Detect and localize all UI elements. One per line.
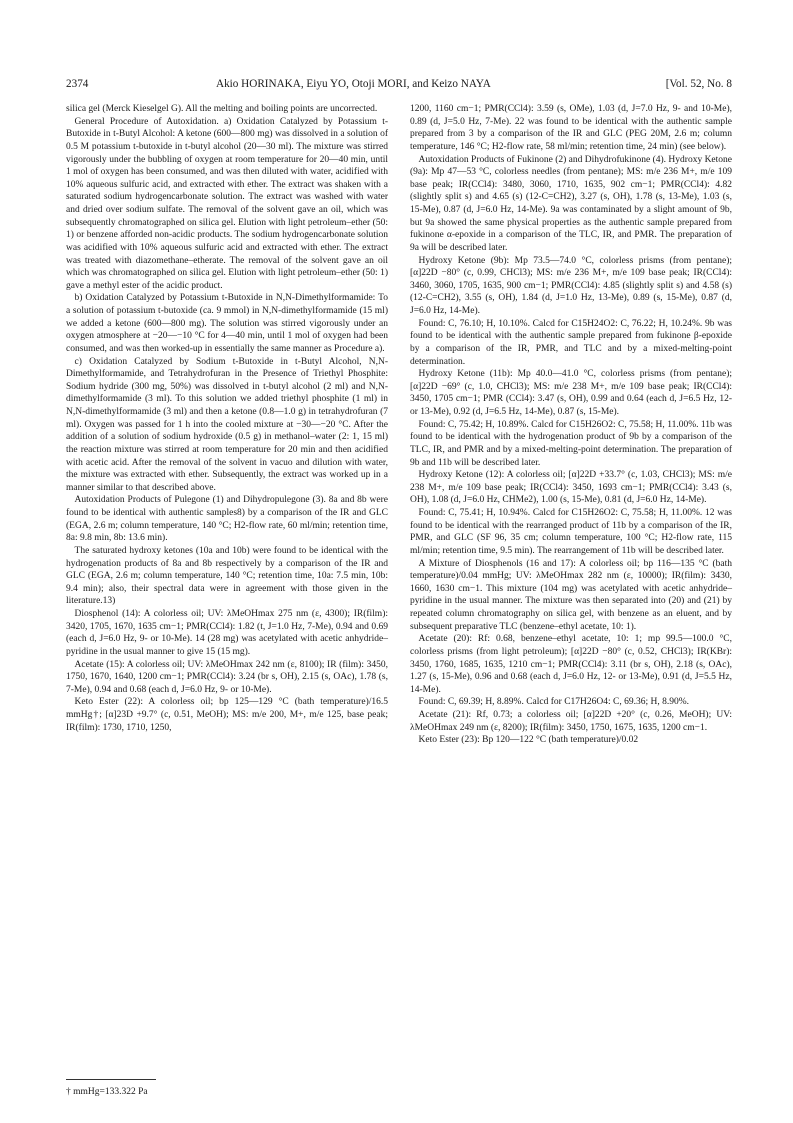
paragraph: Autoxidation Products of Pulegone (1) and Dihydropulegone (3). 8a and 8b were found to be identical with authentic samples8) by a comparison of the IR and GLC (EGA, 2.6 m; column temperature, 140 °C; H2-flow rate, 60 ml/min; retention time, 8a: 9.8 min, 8b: 13.6 min).	[66, 495, 388, 544]
page-number: 2374	[66, 78, 89, 90]
footnote-rule	[66, 1079, 156, 1080]
footnote: † mmHg=133.322 Pa	[66, 1087, 148, 1097]
paragraph: Acetate (15): A colorless oil; UV: λMeOHmax 242 nm (ε, 8100); IR (film): 3450, 1750, 1670, 1640, 1200 cm−1; PMR(CCl4): 3.24 (br s, OH), 2.15 (s, OAc), 1.78 (s, 7-Me), 0.94 and 0.68 (each d, J=6.0 Hz, 9- or 10-Me).	[66, 659, 388, 695]
paragraph: Acetate (20): Rf: 0.68, benzene–ethyl acetate, 10: 1; mp 99.5—100.0 °C, colorless prisms (from light petroleum); [α]22D −80° (c, 0.52, CHCl3); IR(KBr): 3450, 1760, 1685, 1635, 1210 cm−1; PMR(CCl4): 3.11 (br s, OH), 2.18 (s, OAc), 1.27 (s, 15-Me), 0.96 and 0.68 (each d, J=6.0 Hz, 12- or 13-Me), 0.91 (d, J=5.5 Hz, 14-Me).	[410, 634, 732, 695]
paragraph: Acetate (21): Rf, 0.73; a colorless oil; [α]22D +20° (c, 0.26, MeOH); UV: λMeOHmax 249 nm (ε, 8200); IR(film): 3450, 1750, 1675, 1635, 1200 cm−1.	[410, 710, 732, 733]
paragraph: Keto Ester (22): A colorless oil; bp 125—129 °C (bath temperature)/16.5 mmHg†; [α]23D +9.7° (c, 0.51, MeOH); MS: m/e 200, M+, m/e 125, base peak; IR(film): 1730, 1710, 1250,	[66, 697, 388, 733]
paragraph: b) Oxidation Catalyzed by Potassium t-Butoxide in N,N-Dimethylformamide: To a solution of potassium t-butoxide (ca. 9 mmol) in N,N-dimethylformamide (15 ml) we added a ketone (600—800 mg). The solution was stirred vigorously under an oxygen atmosphere at −20—−10 °C for 4—40 min, until 1 mol of oxygen had been consumed, and was then worked-up in essentially the same manner as Procedure a).	[66, 293, 388, 354]
paragraph: General Procedure of Autoxidation. a) Oxidation Catalyzed by Potassium t-Butoxide in t-Butyl Alcohol: A ketone (600—800 mg) was dissolved in a solution of 0.5 M potassium t-butoxide in t-butyl alcohol (20—30 ml). The mixture was stirred vigorously under the bubbling of oxygen at room temperature for 20—40 min, until 1 mol of oxygen has been consumed, and was then diluted with water, acidified with 10% aqueous sulfuric acid, and extracted with ether. The extract was shaken with a saturated sodium hydrogencarbonate solution. The extract was washed with water and dried over sodium sulfate. The removal of the solvent gave an oil, which was subsequently chromatographed on silica gel. Elution with light petroleum–ether (50: 1) or benzene afforded non-acidic products. The sodium hydrogencarbonate solution was acidified with 10% aqueous sulfuric acid and extracted with ether. The extract was treated with diazomethane–etherate. The removal of the solvent gave an oil which was chromatographed on silica gel. Elution with light petroleum–ether (50: 1) gave a methyl ester of the acidic product.	[66, 116, 388, 291]
paragraph: Found: C, 75.41; H, 10.94%. Calcd for C15H26O2: C, 75.58; H, 11.00%. 12 was found to be identical with the rearranged product of 11b by a comparison of the IR, PMR, and GLC (SF 96, 35 cm; column temperature, 100 °C; H2-flow rate, 115 ml/min; retention time, 9.5 min). The rearrangement of 11b will be described later.	[410, 508, 732, 556]
paragraph: Autoxidation Products of Fukinone (2) and Dihydrofukinone (4). Hydroxy Ketone (9a): Mp 47—53 °C, colorless needles (from pentane); MS: m/e 236 M+, m/e 109 base peak; IR(CCl4): 3480, 3060, 1710, 1635, 902 cm−1; PMR(CCl4): 4.82 (slightly split s) and 4.65 (s) (12-C=CH2), 3.27 (s, OH), 1.78 (s, 13-Me), 1.03 (s, 15-Me), 0.87 (d, J=6.0 Hz, 14-Me). 9a was contaminated by a slight amount of 9b, but 9a showed the same physical properties as the authentic sample prepared from fukinone α-epoxide in a comparison of the TLC, IR, and PMR. The preparation of 9a will be described later.	[410, 154, 732, 253]
paragraph: Hydroxy Ketone (12): A colorless oil; [α]22D +33.7° (c, 1.03, CHCl3); MS: m/e 238 M+, m/e 109 base peak; IR(CCl4): 3450, 1693 cm−1; PMR(CCl4): 3.43 (s, OH), 1.08 (d, J=6.0 Hz, CHMe2), 1.00 (s, 15-Me), 0.81 (d, J=6.0 Hz, 14-Me).	[410, 470, 732, 506]
paragraph: A Mixture of Diosphenols (16 and 17): A colorless oil; bp 116—135 °C (bath temperature)/0.04 mmHg; UV: λMeOHmax 282 nm (ε, 10000); IR(film): 3430, 1660, 1630 cm−1. This mixture (104 mg) was acetylated with acetic anhydride–pyridine in the usual manner. The mixture was then separated into (20) and (21) by repeated column chromatography on silica gel, with benzene as an eluent, and by subsequent preparative TLC (benzene–ethyl acetate, 10: 1).	[410, 558, 732, 632]
running-authors: Akio HORINAKA, Eiyu YO, Otoji MORI, and Keizo NAYA	[216, 78, 491, 90]
paragraph: Hydroxy Ketone (11b): Mp 40.0—41.0 °C, colorless prisms (from pentane); [α]22D −69° (c, 1.0, CHCl3); MS: m/e 238 M+, m/e 109 base peak; IR(CCl4): 3450, 1705 cm−1; PMR (CCl4): 3.47 (s, OH), 0.99 and 0.64 (each d, J=6.5 Hz, 12- or 13-Me), 0.92 (d, J=6.5 Hz, 14-Me), 0.87 (s, 15-Me).	[410, 369, 732, 417]
paragraph: Found: C, 76.10; H, 10.10%. Calcd for C15H24O2: C, 76.22; H, 10.24%. 9b was found to be identical with the authentic sample prepared from fukinone β-epoxide by a comparison of the IR, PMR, and TLC and by a mixed-melting-point determination.	[410, 318, 732, 367]
right-column	[410, 103, 732, 747]
paragraph: silica gel (Merck Kieselgel G). All the melting and boiling points are uncorrected.	[66, 104, 378, 114]
left-column	[66, 103, 388, 734]
paragraph: c) Oxidation Catalyzed by Sodium t-Butoxide in t-Butyl Alcohol, N,N-Dimethylformamide, and Tetrahydrofuran in the Presence of Triethyl Phosphite: Sodium hydride (300 mg, 50%) was dissolved in t-butyl alcohol (2 ml) and N,N-dimethylformamide (3 ml). To this solution we added triethyl phosphite (1 ml) in N,N-dimethylformamide (3 ml) and then a ketone (0.8—1.0 g) in tetrahydrofuran (7 ml). Oxygen was passed for 1 h into the cooled mixture at −30—−20 °C. After the addition of a solution of sodium hydroxide (0.5 g) in methanol–water (2: 1, 15 ml) the reaction mixture was stirred at room temperature for 20 min and then acidified with acetic acid. After the removal of the solvent in vacuo and dilution with water, the mixture was extracted with ether. Subsequently, the extract was worked up in a manner similar to that described above.	[66, 356, 388, 493]
paragraph: The saturated hydroxy ketones (10a and 10b) were found to be identical with the hydrogenation products of 8a and 8b respectively by a comparison of the IR and GLC (EGA, 2.6 m; column temperature, 140 °C; retention time, 10a: 7.5 min, 10b: 9.4 min); also, their spectral data were in agreement with those given in the literature.13)	[66, 545, 388, 607]
page-header	[66, 78, 732, 94]
paragraph: Found: C, 69.39; H, 8.89%. Calcd for C17H26O4: C, 69.36; H, 8.90%.	[418, 697, 690, 708]
paragraph: Hydroxy Ketone (9b): Mp 73.5—74.0 °C, colorless prisms (from pentane); [α]22D −80° (c, 0.99, CHCl3); MS: m/e 236 M+, m/e 109 base peak; IR(CCl4): 3460, 3060, 1705, 1635, 900 cm−1; PMR(CCl4): 4.85 (slightly split s) and 4.58 (s) (12-C=CH2), 3.55 (s, OH), 1.84 (d, J=1.0 Hz, 13-Me), 0.89 (s, 15-Me), 0.87 (d, J=6.0 Hz, 14-Me).	[410, 255, 732, 316]
paragraph: Found: C, 75.42; H, 10.89%. Calcd for C15H26O2: C, 75.58; H, 11.00%. 11b was found to be identical with the hydrogenation product of 9b by a comparison of the TLC, IR, and PMR and by a mixed-melting-point determination. The preparation of 9b and 11b will be described later.	[410, 419, 732, 468]
paragraph: Diosphenol (14): A colorless oil; UV: λMeOHmax 275 nm (ε, 4300); IR(film): 3420, 1705, 1670, 1635 cm−1; PMR(CCl4): 1.82 (t, J=1.0 Hz, 7-Me), 0.94 and 0.69 (each d, J=6.0 Hz, 9- or 10-Me). 14 (28 mg) was acetylated with acetic anhydride–pyridine in the usual manner to give 15 (15 mg).	[66, 609, 388, 657]
paragraph: Keto Ester (23): Bp 120—122 °C (bath temperature)/0.02	[418, 735, 639, 746]
paragraph: 1200, 1160 cm−1; PMR(CCl4): 3.59 (s, OMe), 1.03 (d, J=7.0 Hz, 9- and 10-Me), 0.89 (d, J=5.0 Hz, 7-Me). 22 was found to be identical with the authentic sample prepared from 3 by a comparison of the IR and GLC (PEG 20M, 2.6 m; column temperature, 146 °C; H2-flow rate, 58 ml/min; retention time, 24 min) (see below).	[410, 104, 732, 152]
volume-issue: [Vol. 52, No. 8	[665, 78, 732, 90]
